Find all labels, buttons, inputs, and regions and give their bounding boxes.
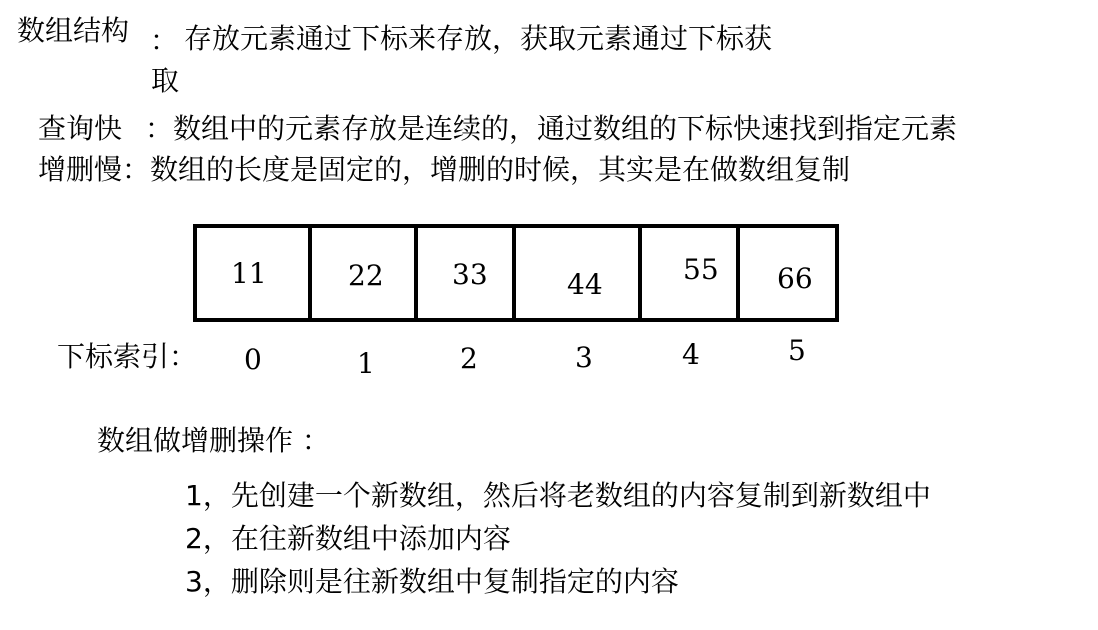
index-value: 1 (357, 347, 375, 380)
index-value: 0 (244, 343, 262, 376)
cell-divider (512, 224, 516, 322)
structure-colon: ： (150, 24, 179, 57)
index-value: 3 (575, 341, 593, 374)
operation-step: 2，在往新数组中添加内容 (185, 522, 511, 555)
array-cell-value: 11 (231, 257, 267, 290)
cell-divider (414, 224, 418, 322)
slow-edit-label: 增删慢 (38, 153, 123, 186)
cell-divider (638, 224, 642, 322)
array-cell-value: 55 (683, 253, 719, 286)
index-value: 5 (788, 334, 806, 367)
operations-title: 数组做增删操作 ： (97, 424, 330, 457)
operation-step: 1，先创建一个新数组，然后将老数组的内容复制到新数组中 (185, 479, 931, 512)
structure-desc-line1: 存放元素通过下标来存放，获取元素通过下标获 (184, 22, 773, 55)
structure-desc-line2: 取 (151, 64, 180, 97)
array-cell-value: 66 (777, 262, 813, 295)
operation-step: 3，删除则是往新数组中复制指定的内容 (185, 565, 679, 598)
index-value: 2 (460, 342, 478, 375)
structure-label: 数组结构 (17, 14, 130, 47)
array-cell-value: 22 (348, 259, 384, 292)
index-value: 4 (682, 338, 700, 371)
array-diagram (193, 224, 839, 322)
index-label: 下标索引： (57, 340, 198, 373)
fast-query-label: 查询快 (38, 112, 123, 145)
array-cell-value: 44 (567, 268, 603, 301)
array-cell-value: 33 (452, 258, 488, 291)
cell-divider (736, 224, 740, 322)
fast-query-text: ：数组中的元素存放是连续的，通过数组的下标快速找到指定元素 (145, 112, 958, 145)
slow-edit-text: ：数组的长度是固定的，增删的时候，其实是在做数组复制 (122, 153, 851, 186)
cell-divider (308, 224, 312, 322)
